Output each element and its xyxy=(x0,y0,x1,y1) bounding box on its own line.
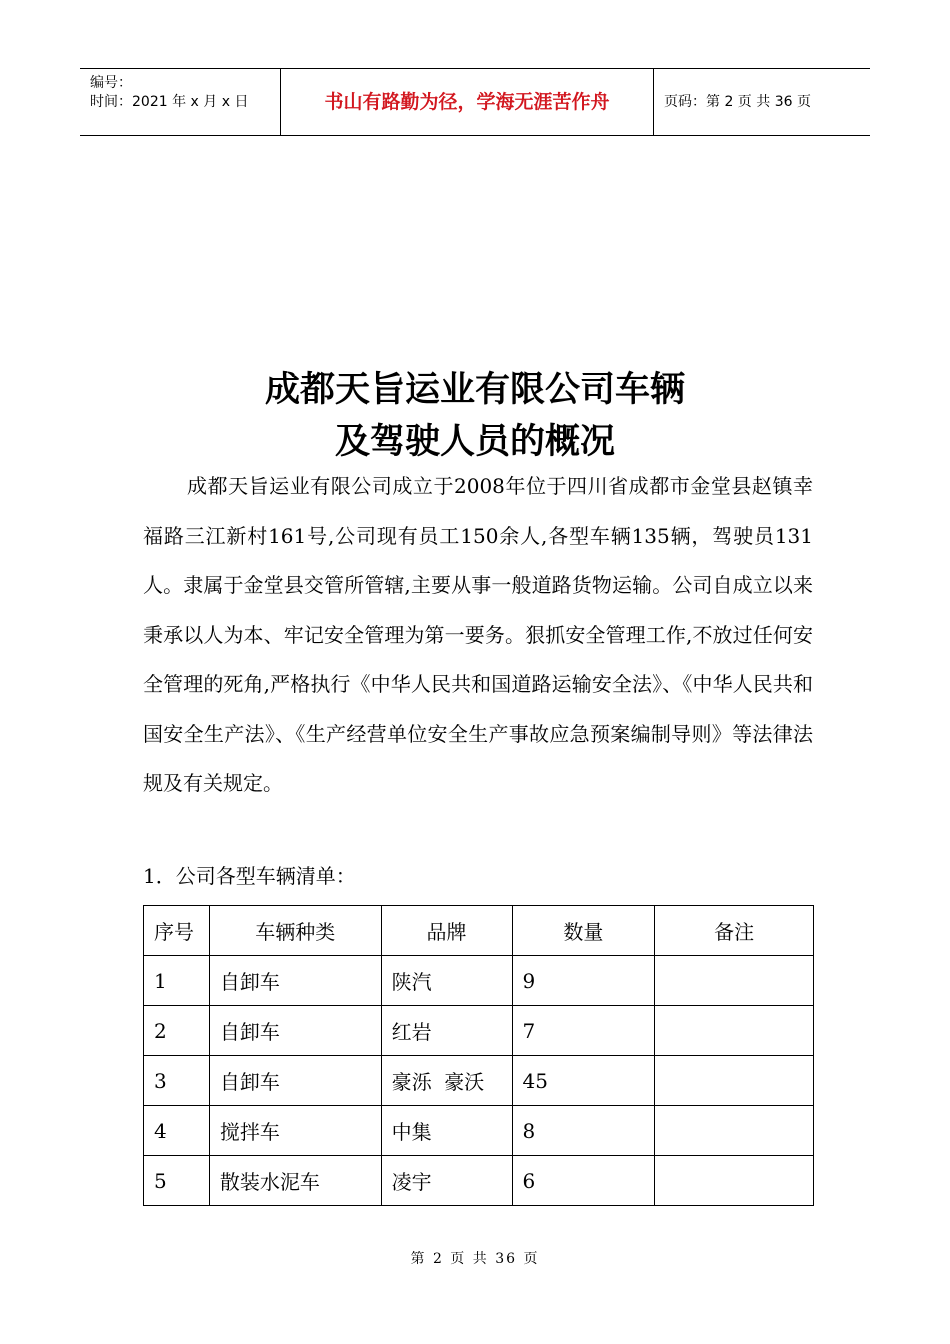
column-header-index: 序号 xyxy=(144,906,210,956)
cell-index: 4 xyxy=(144,1106,210,1156)
cell-vehicle-type: 自卸车 xyxy=(209,1006,381,1056)
column-header-quantity: 数量 xyxy=(512,906,655,956)
cell-vehicle-type: 自卸车 xyxy=(209,1056,381,1106)
table-row xyxy=(144,1106,814,1156)
vehicle-list-table xyxy=(143,905,814,1206)
cell-quantity: 8 xyxy=(512,1106,655,1156)
table-header-row xyxy=(144,906,814,956)
cell-quantity: 45 xyxy=(512,1056,655,1106)
cell-remarks xyxy=(655,1156,814,1206)
cell-remarks xyxy=(655,1006,814,1056)
page-footer: 第 2 页 共 36 页 xyxy=(410,1251,540,1267)
cell-quantity: 7 xyxy=(512,1006,655,1056)
cell-brand: 凌宇 xyxy=(381,1156,512,1206)
document-number-label: 编号： xyxy=(90,75,132,91)
cell-index: 5 xyxy=(144,1156,210,1206)
company-overview-paragraph: 成都天旨运业有限公司成立于2008年位于四川省成都市金堂县赵镇幸福路三江新村161号,公司现有员工150余人,各型车辆135辆，驾驶员131人。隶属于金堂县交管所管辖,主要从事一般道路货物运输。公司自成立以来秉承以人为本、牢记安全管理为第一要务。狠抓安全管理工作,不放过任何安全管理的死角,严格执行《中华人民共和国道路运输安全法》、《中华人民共和国安全生产法》、《生产经营单位安全生产事故应急预案编制导则》等法律法规及有关规定。 xyxy=(143,474,813,795)
cell-index: 3 xyxy=(144,1056,210,1106)
vehicle-list-heading: 1．公司各型车辆清单： xyxy=(143,864,356,888)
document-title-line-2: 及驾驶人员的概况 xyxy=(334,422,615,462)
document-title-line-1: 成都天旨运业有限公司车辆 xyxy=(264,370,685,410)
cell-index: 1 xyxy=(144,956,210,1006)
cell-brand: 豪泺 豪沃 xyxy=(381,1056,512,1106)
cell-quantity: 9 xyxy=(512,956,655,1006)
cell-vehicle-type: 自卸车 xyxy=(209,956,381,1006)
cell-vehicle-type: 散装水泥车 xyxy=(209,1156,381,1206)
cell-brand: 红岩 xyxy=(381,1006,512,1056)
cell-brand: 中集 xyxy=(381,1106,512,1156)
table-row xyxy=(144,1056,814,1106)
table-row xyxy=(144,956,814,1006)
page-header xyxy=(80,68,870,136)
table-row xyxy=(144,1156,814,1206)
cell-remarks xyxy=(655,1056,814,1106)
header-motto: 书山有路勤为径，学海无涯苦作舟 xyxy=(281,69,654,135)
column-header-vehicle-type: 车辆种类 xyxy=(209,906,381,956)
header-page-number: 页码：第 2 页 共 36 页 xyxy=(664,94,811,110)
cell-brand: 陕汽 xyxy=(381,956,512,1006)
column-header-remarks: 备注 xyxy=(655,906,814,956)
cell-remarks xyxy=(655,1106,814,1156)
cell-remarks xyxy=(655,956,814,1006)
cell-vehicle-type: 搅拌车 xyxy=(209,1106,381,1156)
header-info-cell xyxy=(80,69,281,135)
column-header-brand: 品牌 xyxy=(381,906,512,956)
table-row xyxy=(144,1006,814,1056)
cell-quantity: 6 xyxy=(512,1156,655,1206)
document-time-label: 时间：2021 年 x 月 x 日 xyxy=(90,94,249,110)
cell-index: 2 xyxy=(144,1006,210,1056)
